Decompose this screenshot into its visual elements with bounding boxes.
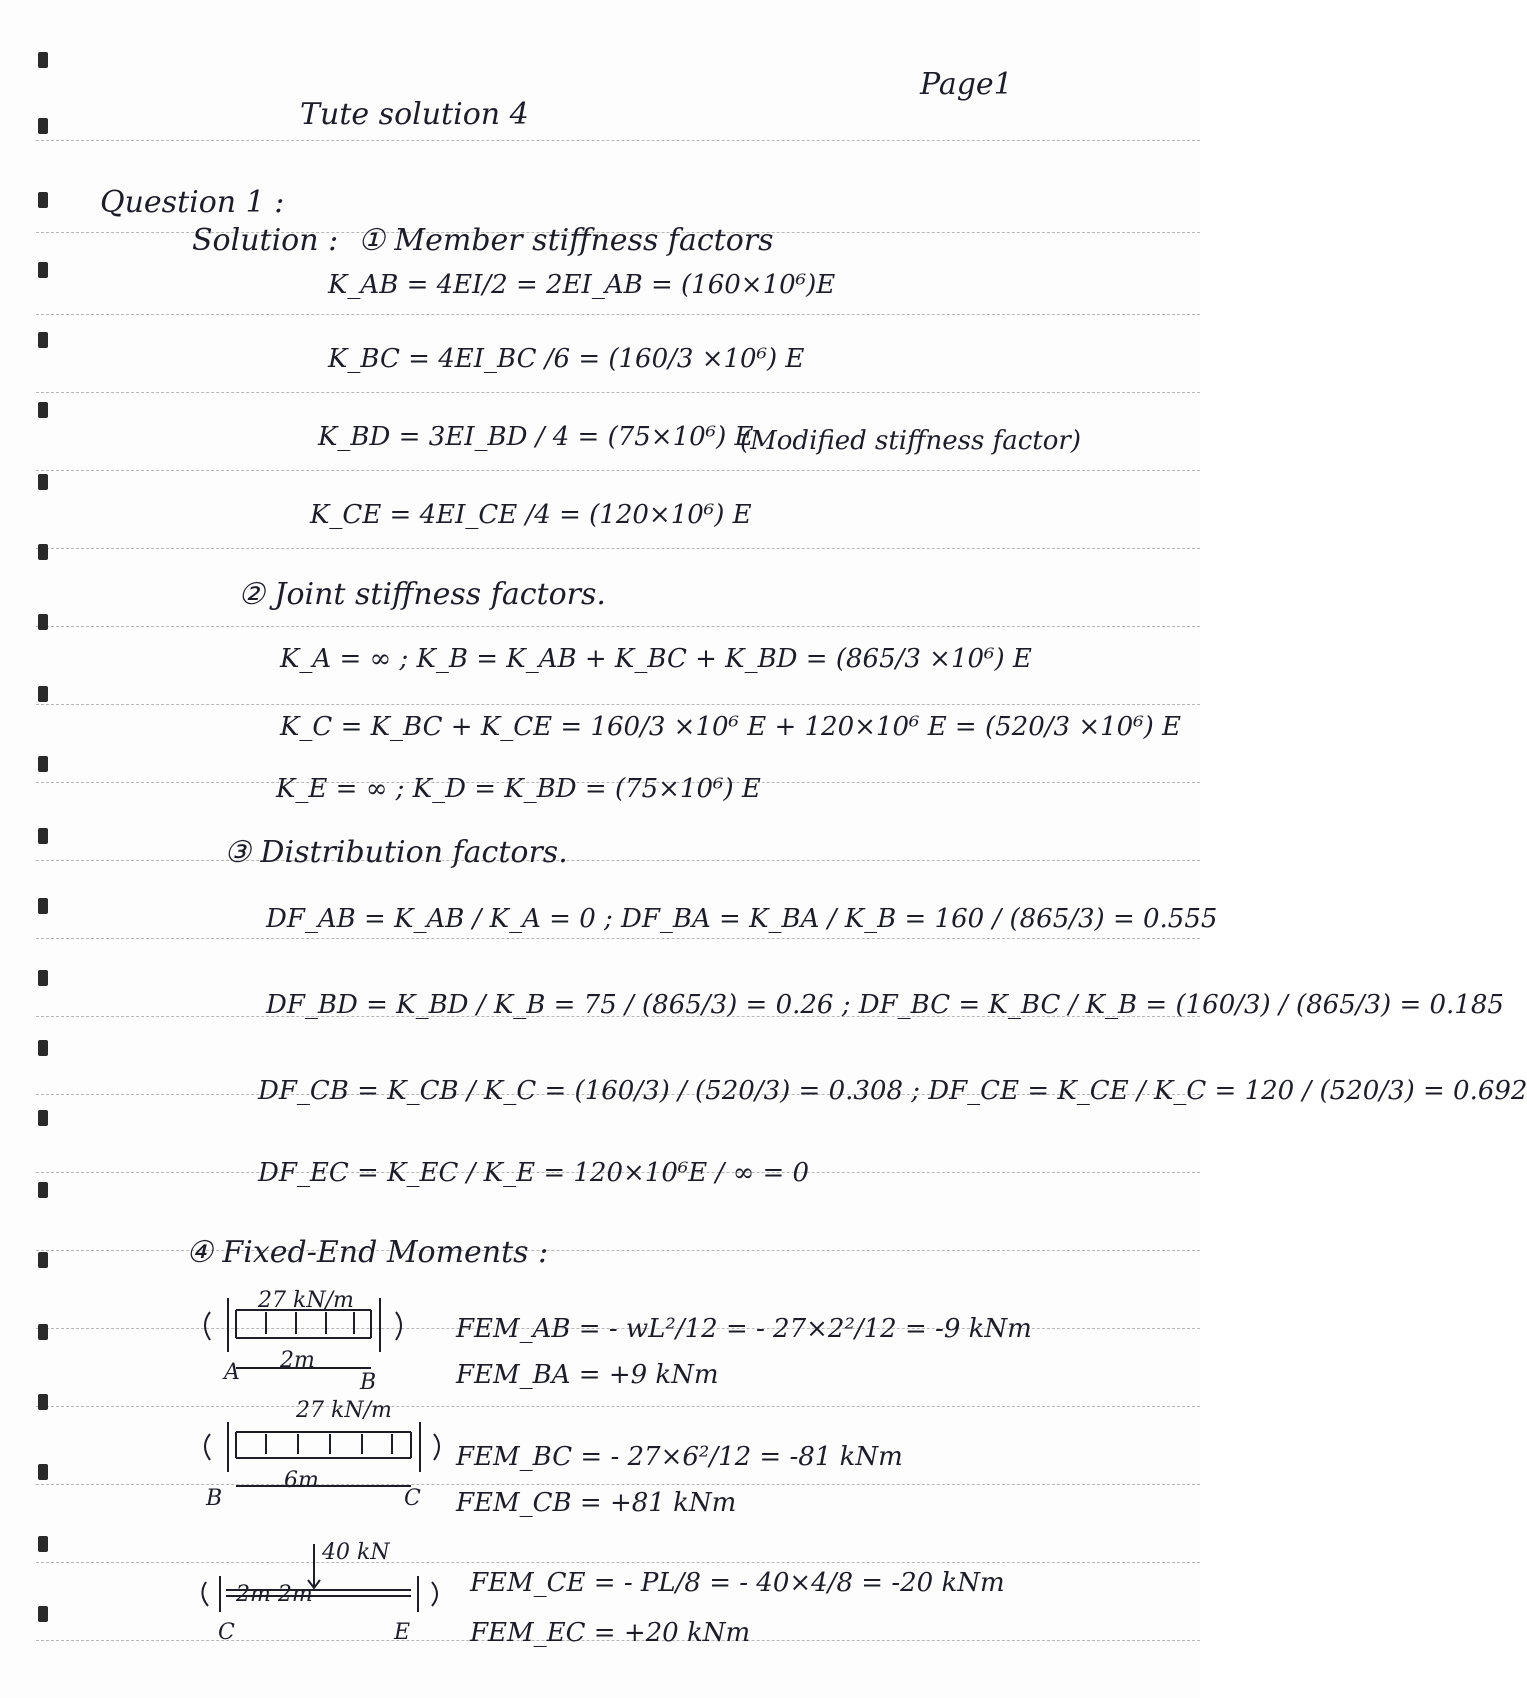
- step2-heading: ② Joint stiffness factors.: [238, 577, 606, 612]
- beam-bc-span: 6m: [284, 1468, 319, 1493]
- beam-ce-left-label: C: [218, 1620, 235, 1645]
- beam-ab-span: 2m: [280, 1348, 315, 1373]
- fem-equation: FEM_CE = - PL/8 = - 40×4/8 = -20 kNm: [470, 1568, 1005, 1598]
- fem-equation: FEM_CB = +81 kNm: [456, 1488, 737, 1518]
- fem-equation: FEM_AB = - wL²/12 = - 27×2²/12 = -9 kNm: [456, 1314, 1032, 1344]
- step1-line: K_BD = 3EI_BD / 4 = (75×10⁶) E: [318, 422, 754, 452]
- step3-line: DF_EC = K_EC / K_E = 120×10⁶E / ∞ = 0: [258, 1158, 810, 1188]
- step3-line: DF_CB = K_CB / K_C = (160/3) / (520/3) = 0.308 ; DF_CE = K_CE / K_C = 120 / (520/3) = 0.692: [258, 1076, 1527, 1106]
- beam-bc-left-label: B: [206, 1486, 223, 1511]
- step2-line: K_C = K_BC + K_CE = 160/3 ×10⁶ E + 120×10⁶ E = (520/3 ×10⁶) E: [280, 712, 1181, 742]
- step3-line: DF_BD = K_BD / K_B = 75 / (865/3) = 0.26 ; DF_BC = K_BC / K_B = (160/3) / (865/3) = 0.185: [266, 990, 1504, 1020]
- step1-note: (Modified stiffness factor): [740, 426, 1081, 456]
- step2-line: K_A = ∞ ; K_B = K_AB + K_BC + K_BD = (865/3 ×10⁶) E: [280, 644, 1032, 674]
- step3-heading: ③ Distribution factors.: [224, 835, 568, 870]
- fem-equation: FEM_BC = - 27×6²/12 = -81 kNm: [456, 1442, 903, 1472]
- step1-line: K_BC = 4EI_BC /6 = (160/3 ×10⁶) E: [328, 344, 805, 374]
- step2-line: K_E = ∞ ; K_D = K_BD = (75×10⁶) E: [276, 774, 761, 804]
- beam-ce-right-label: E: [394, 1620, 411, 1645]
- beam-bc-load: 27 kN/m: [296, 1398, 392, 1423]
- page-number-label: Page1: [920, 67, 1013, 102]
- fem-equation: FEM_EC = +20 kNm: [470, 1618, 751, 1648]
- step1-line: K_CE = 4EI_CE /4 = (120×10⁶) E: [310, 500, 752, 530]
- beam-ce-span: 2m 2m: [236, 1582, 313, 1607]
- fem-equation: FEM_BA = +9 kNm: [456, 1360, 719, 1390]
- question-label: Question 1 :: [100, 185, 285, 220]
- beam-bc-right-label: C: [404, 1486, 421, 1511]
- step3-line: DF_AB = K_AB / K_A = 0 ; DF_BA = K_BA / K_B = 160 / (865/3) = 0.555: [266, 904, 1218, 934]
- beam-ab-left-label: A: [224, 1360, 240, 1385]
- step4-heading: ④ Fixed-End Moments :: [186, 1235, 549, 1270]
- step1-line: K_AB = 4EI/2 = 2EI_AB = (160×10⁶)E: [328, 270, 836, 300]
- beam-ab-right-label: B: [360, 1370, 377, 1395]
- beam-ab-load: 27 kN/m: [258, 1288, 354, 1313]
- solution-label: Solution :: [192, 223, 339, 258]
- page-title: Tute solution 4: [300, 97, 529, 132]
- beam-ce-load: 40 kN: [322, 1540, 390, 1565]
- step1-heading: ① Member stiffness factors: [358, 223, 774, 258]
